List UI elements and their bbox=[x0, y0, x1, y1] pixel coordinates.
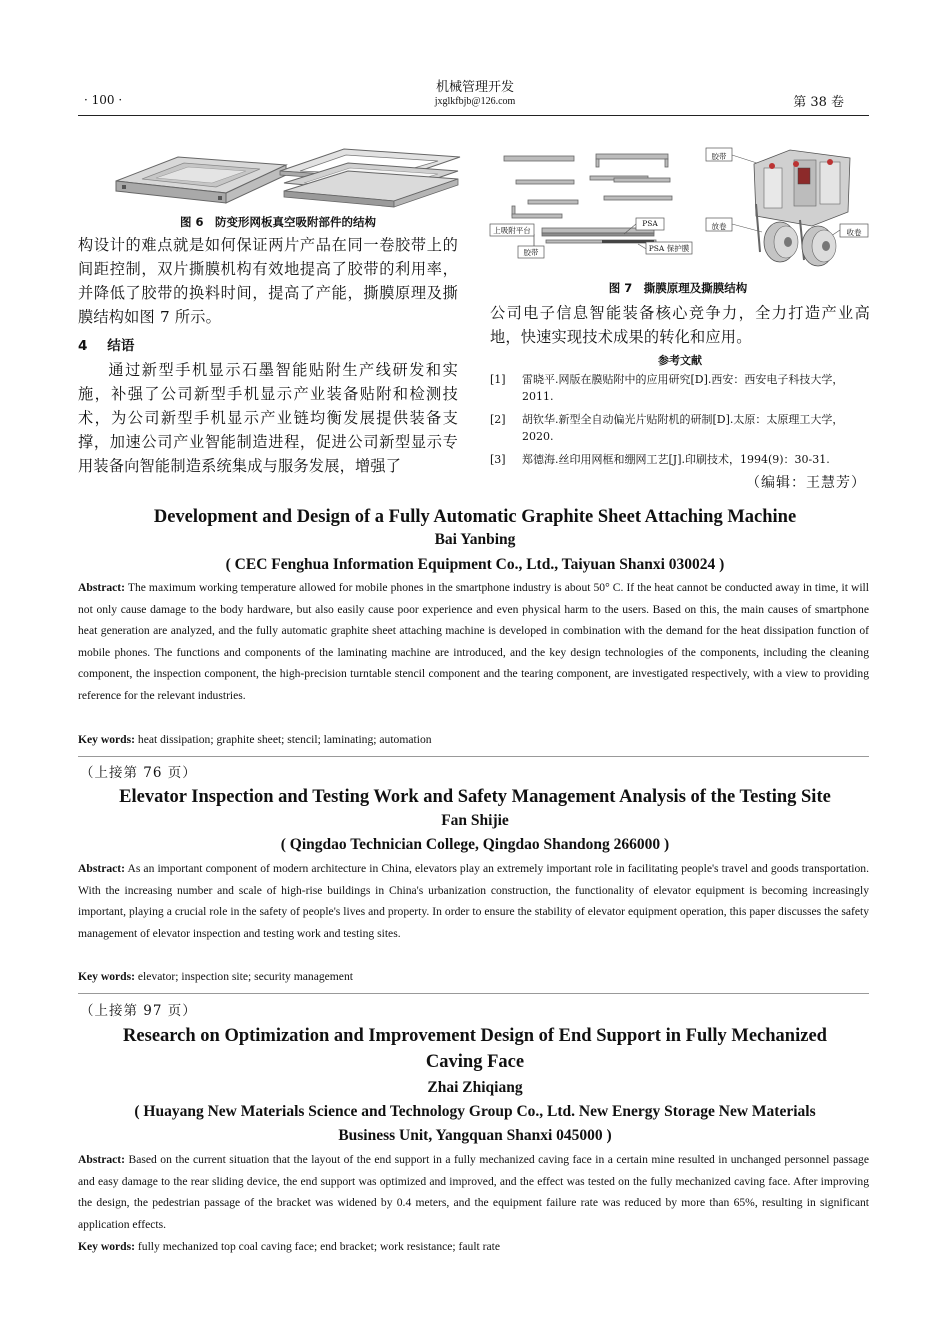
label-psa: PSA bbox=[642, 219, 658, 228]
label-rewind: 收卷 bbox=[846, 228, 862, 237]
reference-item-1 bbox=[490, 371, 870, 405]
section-divider-2 bbox=[78, 993, 869, 994]
article-2-abstract bbox=[78, 858, 869, 944]
label-psa-film: PSA 保护膜 bbox=[648, 244, 690, 253]
keywords-label: Key words: bbox=[78, 733, 135, 746]
abstract-label: Abstract: bbox=[78, 862, 126, 875]
reference-item-3 bbox=[490, 451, 870, 468]
article-1-keywords bbox=[78, 730, 869, 750]
references-heading: 参考文献 bbox=[658, 354, 702, 367]
label-unwind: 放卷 bbox=[711, 222, 727, 231]
editor-note: （编辑：王慧芳） bbox=[746, 475, 866, 491]
page-number: · 100 · bbox=[84, 93, 123, 107]
label-tape-top: 胶带 bbox=[711, 152, 727, 161]
article-1-author: Bai Yanbing bbox=[434, 531, 516, 548]
left-paragraph-2: 通过新型手机显示石墨智能贴附生产线研发和实施，补强了公司新型手机显示产业装备贴附和检测技术，为公司新型手机显示产业链均衡发展提供装备支撑，加速公司产业智能制造进程，促进公司新型显示专用装备向智能制造系统集成与服务发展，增强了 bbox=[78, 361, 458, 475]
article-3-affiliation-line-2: Business Unit, Yangquan Shanxi 045000 ) bbox=[338, 1127, 612, 1144]
section-heading-4 bbox=[78, 334, 458, 358]
section-divider-1 bbox=[78, 756, 869, 757]
reference-number: [3] bbox=[490, 453, 506, 466]
left-paragraph-1: 构设计的难点就是如何保证两片产品在同一卷胶带上的间距控制，双片撕膜机构有效地提高了胶带的利用率，并降低了胶带的换料时间，提高了产能，撕膜原理及撕膜结构如图 7 所示。 bbox=[78, 236, 458, 326]
abstract-text: The maximum working temperature allowed for mobile phones in the smartphone industry is about 50° C. If the heat cannot be conducted away in time, it will not only cause damage to the body hardware, but also easily cause poor experience and even physical harm to the users. Based on this, the main causes of smartphone heat generation are analyzed, and the fully automatic graphite sheet attaching machine is developed in combination with the demand for the heat dissipation function of mobile phones. The functions and components of the laminating machine are introduced, and the key design technologies of the components, including the cleaning component, the inspection component, the high-precision turntable stencil component and the tearing component, are investigated respectively, with a view to providing reference for the relevant industries. bbox=[78, 581, 869, 702]
article-2-affiliation: ( Qingdao Technician College, Qingdao Shandong 266000 ) bbox=[280, 836, 670, 853]
figure-7-caption: 图 7 撕膜原理及撕膜结构 bbox=[608, 281, 748, 295]
keywords-text: fully mechanized top coal caving face; end bracket; work resistance; fault rate bbox=[137, 1240, 501, 1253]
section-number: 4 bbox=[78, 338, 88, 354]
article-3-title-line-2: Caving Face bbox=[425, 1052, 525, 1072]
reference-text: 雷晓平.网版在膜贴附中的应用研究[D].西安：西安电子科技大学，2011. bbox=[522, 373, 844, 403]
figure-6-image bbox=[108, 143, 468, 209]
section-title: 结语 bbox=[107, 338, 135, 354]
keywords-text: heat dissipation; graphite sheet; stencil; laminating; automation bbox=[137, 733, 432, 746]
reference-number: [1] bbox=[490, 373, 506, 386]
reference-number: [2] bbox=[490, 413, 506, 426]
article-3-abstract bbox=[78, 1149, 869, 1235]
keywords-label: Key words: bbox=[78, 1240, 135, 1253]
reference-text: 胡钦华.新型全自动偏光片贴附机的研制[D].太原：太原理工大学，2020. bbox=[522, 413, 844, 443]
right-paragraph-1: 公司电子信息智能装备核心竞争力，全力打造产业高地，快速实现技术成果的转化和应用。 bbox=[490, 304, 870, 346]
abstract-label: Abstract: bbox=[78, 581, 126, 594]
label-platform: 上吸附平台 bbox=[493, 226, 531, 235]
article-3-affiliation-line-1: ( Huayang New Materials Science and Technology Group Co., Ltd. New Energy Storage New Materials bbox=[134, 1103, 816, 1120]
label-tape-left: 胶带 bbox=[523, 248, 539, 257]
abstract-label: Abstract: bbox=[78, 1153, 126, 1166]
reference-item-2 bbox=[490, 411, 870, 445]
article-2-author: Fan Shijie bbox=[441, 812, 509, 829]
journal-email: jxglkfbjb@126.com bbox=[434, 96, 516, 107]
left-column bbox=[78, 233, 458, 478]
article-2-keywords bbox=[78, 967, 869, 987]
keywords-label: Key words: bbox=[78, 970, 135, 983]
article-3-title-line-1: Research on Optimization and Improvement Design of End Support in Fully Mechanized bbox=[123, 1026, 827, 1046]
reference-text: 郑德海.丝印用网框和绷网工艺[J].印刷技术，1994(9)：30-31. bbox=[522, 453, 830, 466]
article-1-affiliation: ( CEC Fenghua Information Equipment Co., Ltd., Taiyuan Shanxi 030024 ) bbox=[225, 556, 725, 573]
article-3-continued-note: （上接第 97 页） bbox=[80, 1003, 197, 1019]
article-3-keywords bbox=[78, 1237, 869, 1257]
journal-name: 机械管理开发 bbox=[435, 80, 514, 95]
header-rule bbox=[78, 115, 869, 116]
article-2-title: Elevator Inspection and Testing Work and Safety Management Analysis of the Testing Site bbox=[119, 787, 831, 807]
article-1-title: Development and Design of a Fully Automatic Graphite Sheet Attaching Machine bbox=[153, 507, 797, 527]
article-1-abstract bbox=[78, 577, 869, 707]
keywords-text: elevator; inspection site; security management bbox=[137, 970, 353, 983]
figure-6-caption: 图 6 防变形网板真空吸附部件的结构 bbox=[179, 215, 376, 229]
abstract-text: Based on the current situation that the layout of the end support in a fully mechanized caving face in a certain mine resulted in unchanged personnel passage and easy damage to the rear sliding device, the end support was optimized and improved, and the effect was tested on the fully mechanized caving face. After improving the design, the pedestrian passage of the bracket was widened by 0.4 meters, and the equipment failure rate was reduced by more than 65%, resulting in significant application effects. bbox=[78, 1153, 870, 1231]
article-3-author: Zhai Zhiqiang bbox=[427, 1079, 523, 1096]
volume-label: 第 38 卷 bbox=[793, 95, 844, 110]
abstract-text: As an important component of modern architecture in China, elevators play an extremely important role in facilitating people's travel and goods transportation. With the increasing number and scale of high-rise buildings in China's urbanization construction, the functionality of elevator equipment is becoming increasingly important, playing a crucial role in the safety of people's lives and property. In order to ensure the stability of elevator equipment operation, this paper discusses the safety management of elevator inspection and testing work and testing sites. bbox=[78, 862, 870, 940]
article-2-continued-note: （上接第 76 页） bbox=[80, 765, 197, 781]
